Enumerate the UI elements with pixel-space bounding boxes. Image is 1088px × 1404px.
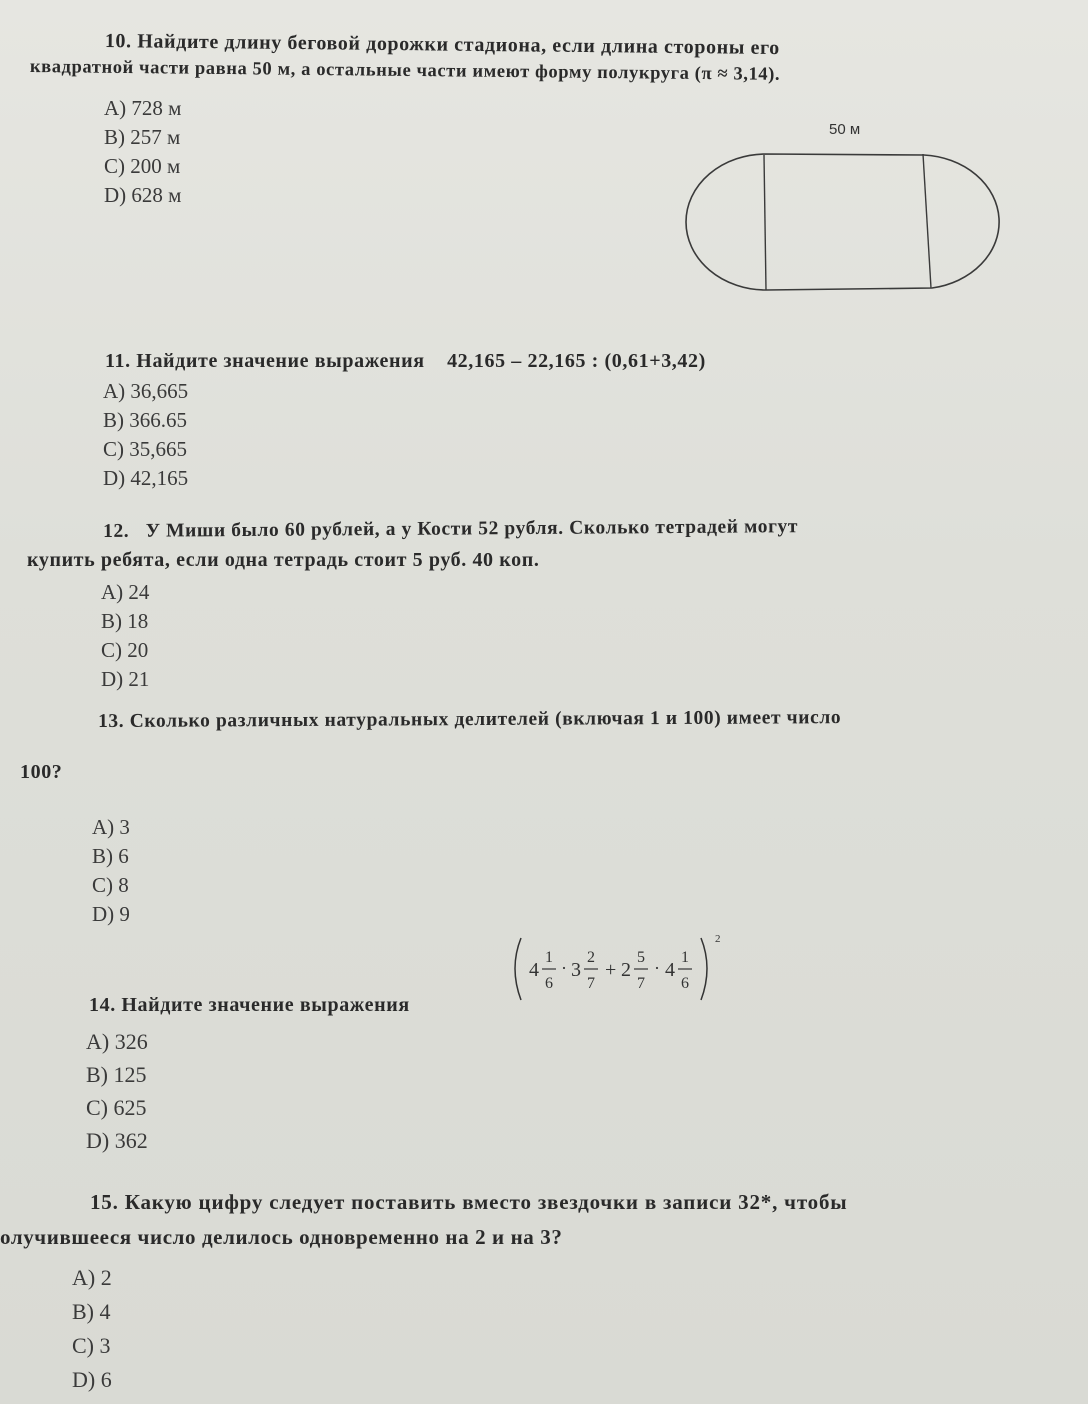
answer-a: A) 24 <box>101 580 150 604</box>
answer-b: B) 18 <box>101 609 149 633</box>
answer-c: C) 20 <box>101 638 149 662</box>
question-10-answers <box>104 94 181 210</box>
track-outline <box>686 154 999 290</box>
expr-d-num: 1 <box>681 949 689 966</box>
expr-b-whole: 3 <box>571 959 581 981</box>
question-13-answers <box>92 813 130 929</box>
question-15-line1: 15. Какую цифру следует поставить вместо звездочки в записи 32*, чтобы <box>90 1190 848 1214</box>
expr-a-num: 1 <box>545 949 553 966</box>
expr-dot-1: · <box>561 958 567 978</box>
answer-d: D) 6 <box>72 1367 112 1392</box>
question-15-line2: олучившееся число делилось одновременно на 2 и на 3? <box>0 1225 563 1249</box>
answer-b: B) 4 <box>72 1299 111 1324</box>
expr-b-den: 7 <box>587 975 595 992</box>
track-left-divider <box>764 155 766 290</box>
answer-a: A) 728 м <box>104 96 182 120</box>
answer-b: B) 366.65 <box>103 408 187 432</box>
question-10-line1: 10. Найдите длину беговой дорожки стадиона, если длина стороны его <box>104 30 780 60</box>
track-figure-label: 50 м <box>829 121 861 138</box>
answer-b: B) 257 м <box>104 125 181 149</box>
answer-c: C) 8 <box>92 873 129 897</box>
right-paren <box>701 938 707 1000</box>
question-14-answers <box>86 1025 148 1157</box>
left-paren <box>515 938 521 1000</box>
question-13-line2: 100? <box>20 761 63 783</box>
question-14-text: 14. Найдите значение выражения <box>89 994 410 1016</box>
expr-power: 2 <box>715 933 721 945</box>
answer-b: B) 6 <box>92 844 129 868</box>
question-11-text: 11. Найдите значение выражения 42,165 – 22,165 : (0,61+3,42) <box>105 350 706 372</box>
expr-c-den: 7 <box>637 975 645 992</box>
answer-c: C) 200 м <box>104 154 181 178</box>
track-right-divider <box>923 154 931 288</box>
expr-c-whole: 2 <box>621 959 631 981</box>
answer-d: D) 9 <box>92 902 130 926</box>
question-14-expression <box>505 930 755 1010</box>
answer-d: D) 362 <box>86 1128 148 1153</box>
answer-b: B) 125 <box>86 1062 147 1087</box>
answer-a: A) 3 <box>92 815 130 839</box>
answer-d: D) 628 м <box>104 183 182 207</box>
stadium-track-figure <box>680 118 1020 298</box>
expr-b-num: 2 <box>587 949 595 966</box>
question-12-line2: купить ребята, если одна тетрадь стоит 5 руб. 40 коп. <box>27 549 540 571</box>
answer-c: C) 3 <box>72 1333 111 1358</box>
answer-c: C) 625 <box>86 1095 147 1120</box>
answer-a: A) 2 <box>72 1265 112 1290</box>
question-10-line2: квадратной части равна 50 м, а остальные части имеют форму полукруга (π ≈ 3,14). <box>29 57 781 85</box>
expr-plus: + <box>605 959 617 981</box>
question-12-answers <box>101 578 149 694</box>
answer-d: D) 42,165 <box>103 466 189 490</box>
answer-c: C) 35,665 <box>103 437 187 461</box>
expr-dot-2: · <box>654 958 660 978</box>
answer-a: A) 36,665 <box>103 379 189 403</box>
expr-a-whole: 4 <box>529 959 539 981</box>
question-11-answers <box>103 377 188 493</box>
expr-d-den: 6 <box>681 975 689 992</box>
expr-c-num: 5 <box>637 949 645 966</box>
question-12-line1: 12. У Миши было 60 рублей, а у Кости 52 рубля. Сколько тетрадей могут <box>103 516 799 542</box>
answer-a: A) 326 <box>86 1029 148 1054</box>
expr-a-den: 6 <box>545 975 553 992</box>
answer-d: D) 21 <box>101 667 150 691</box>
question-13-line1: 13. Сколько различных натуральных делителей (включая 1 и 100) имеет число <box>98 707 842 732</box>
expr-d-whole: 4 <box>665 959 675 981</box>
question-15-answers <box>72 1261 112 1397</box>
